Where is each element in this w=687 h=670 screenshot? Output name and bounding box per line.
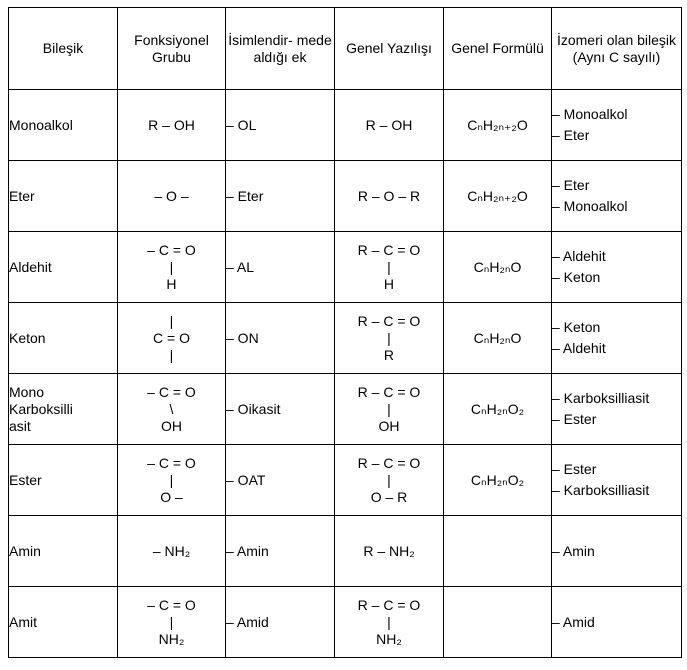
compound-name-cell [9, 303, 118, 374]
isomers-cell [552, 587, 682, 658]
functional-group-structure-line: – C = O [147, 454, 196, 471]
compound-name: asit [9, 417, 31, 434]
functional-group-structure-line: – C = O [147, 241, 196, 258]
functional-group-cell [118, 303, 226, 374]
isomers-cell [552, 90, 682, 161]
functional-group-cell [118, 232, 226, 303]
functional-group-cell [118, 516, 226, 587]
suffix-cell [226, 587, 335, 658]
functional-group-structure [147, 455, 196, 506]
functional-group-structure-line: O – [160, 488, 183, 505]
general-notation-structure [358, 455, 421, 506]
table-row [9, 445, 682, 516]
header-functional-group: Fonksiyonel Grubu [118, 8, 226, 90]
compound-name-cell [9, 161, 118, 232]
naming-suffix: – Oikasit [226, 400, 281, 417]
functional-group-structure [154, 188, 188, 205]
functional-group-cell [118, 587, 226, 658]
isomer-item: – Eter [552, 127, 590, 143]
functional-group-cell [118, 374, 226, 445]
table-row [9, 90, 682, 161]
header-compound: Bileşik [9, 8, 118, 90]
table-row [9, 516, 682, 587]
compound-name-cell [9, 587, 118, 658]
general-formula-cell [444, 587, 552, 658]
functional-group-structure [153, 543, 190, 560]
general-notation-structure-line: R [383, 346, 395, 363]
compound-name: Monoalkol [9, 116, 73, 133]
general-notation-structure-line: | [387, 471, 391, 488]
general-formula: CₙH₂ₙO₂ [470, 400, 525, 417]
table-row [9, 303, 682, 374]
naming-suffix: – OL [226, 116, 257, 133]
general-notation-structure [358, 242, 421, 293]
isomers-cell [552, 516, 682, 587]
general-notation-structure-line: | [387, 613, 391, 630]
functional-group-structure-line: | [169, 613, 174, 630]
isomers-cell [552, 161, 682, 232]
table-row [9, 161, 682, 232]
functional-group-structure-line: – C = O [147, 383, 196, 400]
general-notation-structure [358, 313, 421, 364]
functional-group-structure [147, 242, 196, 293]
general-notation-structure-line: OH [378, 417, 400, 434]
general-notation-cell [335, 516, 444, 587]
general-formula-cell [444, 161, 552, 232]
isomer-item: – Monoalkol [552, 106, 628, 122]
naming-suffix: – AL [226, 258, 255, 275]
compound-name: Keton [9, 329, 46, 346]
functional-group-structure-line: | [169, 258, 174, 275]
isomer-item: – Keton [552, 269, 601, 285]
isomer-item: – Eter [552, 177, 590, 193]
general-notation-structure [358, 384, 421, 435]
general-notation-cell [335, 374, 444, 445]
general-notation-structure [358, 188, 420, 205]
header-row [9, 8, 682, 90]
general-notation-structure-line: R – NH₂ [363, 542, 415, 559]
functional-group-structure [147, 384, 196, 435]
general-notation-structure-line: R – O – R [357, 187, 421, 204]
general-notation-cell [335, 90, 444, 161]
general-notation-structure-line: | [387, 258, 391, 275]
suffix-cell [226, 303, 335, 374]
isomers-cell [552, 374, 682, 445]
functional-group-structure-line: – NH₂ [152, 542, 191, 559]
suffix-cell [226, 161, 335, 232]
general-notation-structure-line: R – C = O [357, 312, 421, 329]
general-formula: CₙH₂ₙ₊₂O [467, 187, 528, 204]
general-notation-structure-line: NH₂ [376, 630, 402, 647]
suffix-cell [226, 232, 335, 303]
naming-suffix: – ON [226, 329, 259, 346]
naming-suffix: – Eter [226, 187, 264, 204]
isomer-item: – Karboksilliasit [552, 390, 650, 406]
isomer-item: – Ester [552, 411, 597, 427]
functional-group-structure-line: OH [160, 417, 182, 434]
general-notation-cell [335, 445, 444, 516]
naming-suffix: – Amid [226, 613, 269, 630]
header-general-formula: Genel Formülü [444, 8, 552, 90]
compound-name-cell [9, 374, 118, 445]
functional-group-structure-line: – C = O [147, 596, 196, 613]
functional-group-cell [118, 445, 226, 516]
functional-group-structure-line: | [169, 346, 174, 363]
general-notation-structure [363, 543, 414, 560]
isomer-item: – Aldehit [552, 248, 606, 264]
general-formula-cell [444, 374, 552, 445]
functional-groups-table [8, 7, 682, 658]
isomer-item: – Amin [552, 542, 595, 559]
table-row [9, 232, 682, 303]
general-notation-structure [358, 597, 421, 648]
general-notation-structure-line: R – OH [365, 116, 413, 133]
isomers-cell [552, 232, 682, 303]
compound-name: Aldehit [9, 258, 52, 275]
suffix-cell [226, 516, 335, 587]
general-notation-structure-line: | [387, 329, 391, 346]
functional-group-structure-line: | [169, 312, 174, 329]
general-notation-structure-line: R – C = O [357, 241, 421, 258]
general-formula-cell [444, 90, 552, 161]
functional-group-structure [153, 313, 190, 364]
compound-name-cell [9, 516, 118, 587]
functional-group-structure-line: \ [169, 400, 174, 417]
isomer-item: – Amid [552, 613, 595, 630]
general-notation-structure-line: | [387, 400, 391, 417]
compound-name-cell [9, 232, 118, 303]
isomers-cell [552, 445, 682, 516]
general-formula: CₙH₂ₙO₂ [470, 471, 525, 488]
suffix-cell [226, 374, 335, 445]
compound-name: Karboksilli [9, 400, 73, 417]
functional-group-cell [118, 90, 226, 161]
table-row [9, 374, 682, 445]
table-row [9, 587, 682, 658]
general-notation-cell [335, 232, 444, 303]
functional-group-structure [147, 597, 196, 648]
functional-group-structure-line: R – OH [148, 116, 195, 133]
naming-suffix: – OAT [226, 471, 266, 488]
general-notation-cell [335, 303, 444, 374]
general-notation-cell [335, 161, 444, 232]
general-notation-structure-line: R – C = O [357, 383, 421, 400]
functional-group-structure [148, 117, 195, 134]
general-notation-structure-line: O – R [370, 488, 408, 505]
isomer-item: – Aldehit [552, 340, 606, 356]
isomer-item: – Monoalkol [552, 198, 628, 214]
functional-group-structure-line: – O – [154, 187, 189, 204]
compound-name: Eter [9, 187, 35, 204]
compound-name-cell [9, 445, 118, 516]
suffix-cell [226, 445, 335, 516]
general-formula: CₙH₂ₙ₊₂O [467, 116, 528, 133]
compound-name: Mono [9, 383, 45, 400]
suffix-cell [226, 90, 335, 161]
general-formula-cell [444, 516, 552, 587]
header-general-notation: Genel Yazılışı [335, 8, 444, 90]
functional-group-structure-line: NH₂ [158, 630, 185, 647]
compound-name-cell [9, 90, 118, 161]
header-isomers: İzomeri olan bileşik (Aynı C sayılı) [552, 8, 682, 90]
functional-group-structure-line: C = O [153, 329, 190, 346]
general-formula: CₙH₂ₙO [473, 258, 522, 275]
compound-name: Ester [9, 471, 42, 488]
general-formula-cell [444, 445, 552, 516]
isomers-cell [552, 303, 682, 374]
compound-name: Amin [9, 542, 41, 559]
header-suffix: İsimlendir- mede aldığı ek [226, 8, 335, 90]
functional-group-cell [118, 161, 226, 232]
general-notation-structure-line: R – C = O [357, 454, 421, 471]
functional-group-structure-line: H [166, 275, 177, 292]
general-notation-structure-line: H [383, 275, 395, 292]
general-formula-cell [444, 232, 552, 303]
isomer-item: – Ester [552, 461, 597, 477]
general-formula: CₙH₂ₙO [473, 329, 522, 346]
compound-name: Amit [9, 613, 37, 630]
general-notation-cell [335, 587, 444, 658]
naming-suffix: – Amin [226, 542, 269, 559]
general-notation-structure-line: R – C = O [357, 596, 421, 613]
general-notation-structure [366, 117, 413, 134]
general-formula-cell [444, 303, 552, 374]
isomer-item: – Keton [552, 319, 601, 335]
isomer-item: – Karboksilliasit [552, 482, 650, 498]
functional-group-structure-line: | [169, 471, 174, 488]
